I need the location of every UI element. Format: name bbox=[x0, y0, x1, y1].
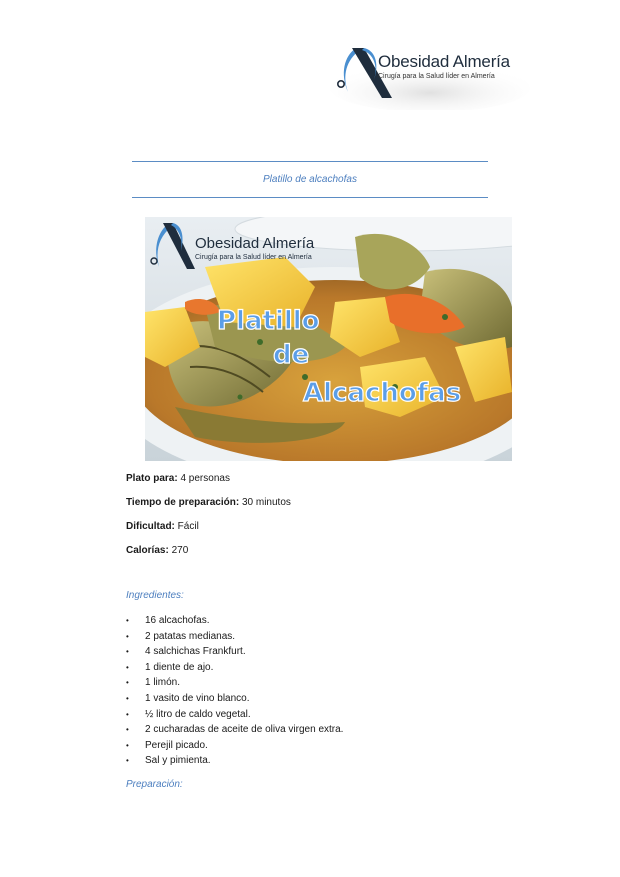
photo-overlay-line3: Alcachofas bbox=[303, 378, 462, 408]
servings-label: Plato para: bbox=[126, 473, 178, 484]
bullet-icon: • bbox=[126, 631, 129, 641]
bullet-icon: • bbox=[126, 662, 129, 672]
photo-logo-tagline: Cirugía para la Salud líder en Almería bbox=[195, 254, 312, 261]
difficulty-line bbox=[126, 521, 199, 532]
logo-text bbox=[378, 52, 510, 80]
ingredients-heading: Ingredientes: bbox=[126, 590, 184, 601]
prep-time-label: Tiempo de preparación: bbox=[126, 497, 240, 508]
dish-illustration bbox=[145, 217, 512, 461]
photo-overlay-line1: Platillo bbox=[217, 306, 320, 336]
calories-line bbox=[126, 545, 188, 556]
servings-line bbox=[126, 473, 230, 484]
document-title: Platillo de alcachofas bbox=[263, 174, 357, 185]
bullet-icon: • bbox=[126, 616, 129, 625]
logo-tagline: Cirugía para la Salud líder en Almería bbox=[378, 73, 495, 80]
bullet-icon: • bbox=[126, 709, 129, 719]
title-rule-top bbox=[132, 161, 488, 162]
difficulty-label: Dificultad: bbox=[126, 521, 175, 532]
photo-overlay-line2: de bbox=[273, 340, 310, 370]
servings-value: 4 personas bbox=[180, 473, 230, 484]
preparation-heading: Preparación: bbox=[126, 779, 183, 790]
bullet-icon: • bbox=[126, 647, 129, 657]
calories-value: 270 bbox=[171, 545, 189, 556]
logo-name: Obesidad Almería bbox=[378, 52, 510, 71]
prep-time-line bbox=[126, 497, 291, 508]
photo-logo-name: Obesidad Almería bbox=[195, 235, 315, 252]
bullet-icon: • bbox=[126, 693, 129, 703]
title-rule-bottom bbox=[132, 197, 488, 198]
bullet-icon: • bbox=[126, 740, 129, 750]
difficulty-value: Fácil bbox=[177, 521, 199, 532]
dish-photo bbox=[145, 217, 512, 461]
bullet-icon: • bbox=[126, 678, 129, 688]
bullet-icon: • bbox=[126, 756, 129, 766]
calories-label: Calorías: bbox=[126, 545, 169, 556]
bullet-icon: • bbox=[126, 725, 129, 735]
prep-time-value: 30 minutos bbox=[241, 497, 291, 508]
